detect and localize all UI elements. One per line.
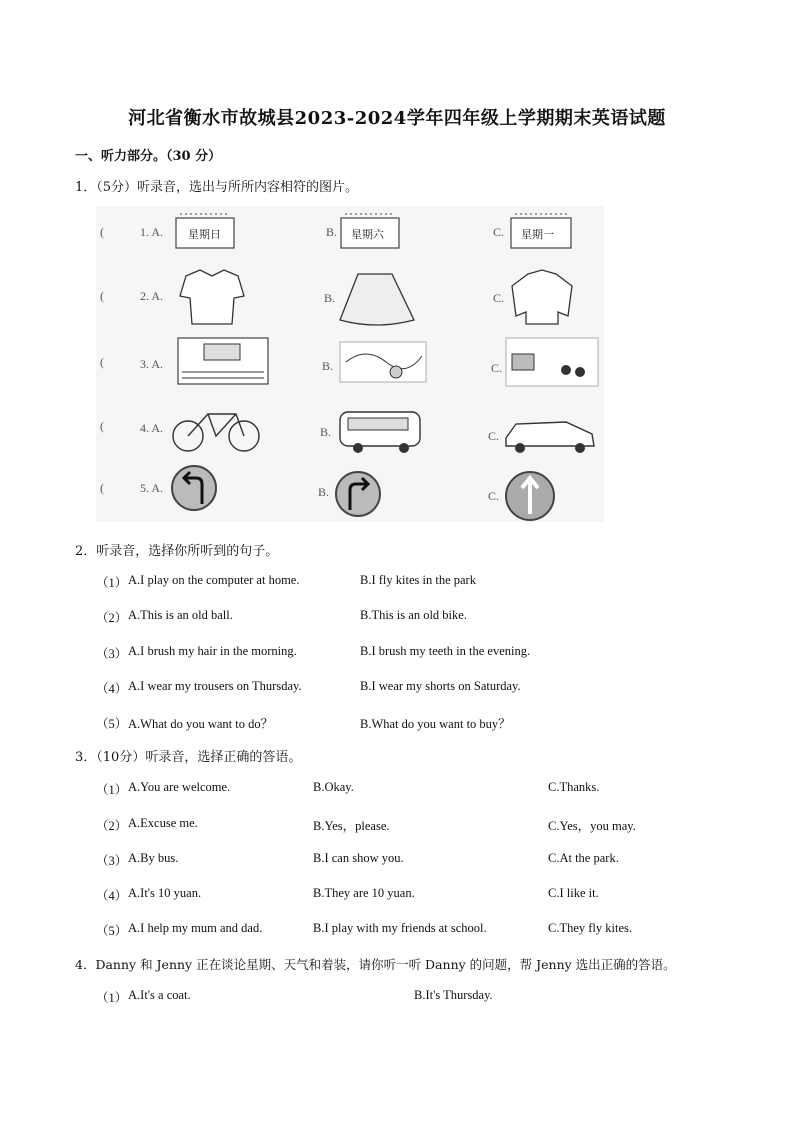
row-1-label: 1. A. xyxy=(140,225,164,239)
svg-text:4. A.: 4. A. xyxy=(140,421,164,435)
svg-text:(: ( xyxy=(100,419,104,433)
q2-item-5-b: B.What do you want to buy？ xyxy=(360,717,511,731)
svg-text:C.: C. xyxy=(491,361,503,375)
svg-text:B.: B. xyxy=(324,291,336,305)
q2-item-5-num: （5） xyxy=(96,717,128,731)
question-4-stem: 4．Danny 和 Jenny 正在谈论星期、天气和着装，请你听一听 Danny 的问题，帮 Jenny 选出正确的答语。 xyxy=(75,957,676,972)
q2-item-5-a: A.What do you want to do？ xyxy=(128,717,274,731)
q3-item-3-c: C.At the park. xyxy=(548,851,619,865)
svg-text:C.: C. xyxy=(493,225,505,239)
q2-item-3-num: （3） xyxy=(96,647,128,661)
row-3 xyxy=(100,338,598,386)
calendar-saturday-icon xyxy=(341,214,399,248)
cinema-scene-icon xyxy=(178,338,268,384)
q4-item-1-a: A.It's a coat. xyxy=(128,988,191,1002)
sweater-icon xyxy=(512,270,572,324)
q3-item-3-b: B.I can show you. xyxy=(313,851,404,865)
q2-item-2-b: B.This is an old bike. xyxy=(360,608,467,622)
q2-item-1-b: B.I fly kites in the park xyxy=(360,573,476,587)
q2-item-1-num: （1） xyxy=(96,576,128,590)
q2-item-4-b: B.I wear my shorts on Saturday. xyxy=(360,679,521,693)
car-icon xyxy=(506,422,594,453)
q3-item-1-num: （1） xyxy=(96,783,128,797)
calendar-monday-text: 星期一 xyxy=(521,228,554,241)
picture-choices-figure xyxy=(96,206,604,522)
row-5 xyxy=(100,466,554,520)
question-2-stem: 2．听录音，选择你所听到的句子。 xyxy=(75,544,279,559)
svg-text:2. A.: 2. A. xyxy=(140,289,164,303)
calendar-monday-icon xyxy=(511,214,571,248)
svg-text:(: ( xyxy=(100,481,104,495)
q3-item-5-a: A.I help my mum and dad. xyxy=(128,921,263,935)
q2-item-2-a: A.This is an old ball. xyxy=(128,608,233,622)
svg-text:3. A.: 3. A. xyxy=(140,357,164,371)
q3-item-2-b: B.Yes，please. xyxy=(313,819,390,833)
skirt-icon xyxy=(340,274,414,325)
calendar-sunday-text: 星期日 xyxy=(188,228,221,241)
q4-item-1-num: （1） xyxy=(96,991,128,1005)
row-4 xyxy=(100,412,594,453)
bike-icon xyxy=(173,414,259,451)
q2-item-4-a: A.I wear my trousers on Thursday. xyxy=(128,679,302,693)
q3-item-1-c: C.Thanks. xyxy=(548,780,600,794)
svg-text:(: ( xyxy=(100,225,104,239)
svg-text:C.: C. xyxy=(493,291,505,305)
q3-item-2-num: （2） xyxy=(96,819,128,833)
q3-item-3-a: A.By bus. xyxy=(128,851,179,865)
svg-text:(: ( xyxy=(100,289,104,303)
q2-item-3-b: B.I brush my teeth in the evening. xyxy=(360,644,531,658)
q3-item-4-a: A.It's 10 yuan. xyxy=(128,886,202,900)
shirt-icon xyxy=(180,270,244,324)
section-heading: 一、听力部分。（30 分） xyxy=(75,149,222,164)
svg-text:5. A.: 5. A. xyxy=(140,481,164,495)
question-3-stem: 3．（10分）听录音，选择正确的答语。 xyxy=(75,750,302,765)
svg-text:B.: B. xyxy=(326,225,338,239)
svg-text:B.: B. xyxy=(320,425,332,439)
q3-item-5-c: C.They fly kites. xyxy=(548,921,633,935)
page-title: 河北省衡水市故城县2023-2024学年四年级上学期期末英语试题 xyxy=(128,108,666,129)
q3-item-5-num: （5） xyxy=(96,924,128,938)
question-1-stem: 1．（5分）听录音，选出与所所内容相符的图片。 xyxy=(75,180,359,195)
park-scene-icon xyxy=(340,342,426,382)
svg-text:C.: C. xyxy=(488,489,500,503)
q3-item-4-b: B.They are 10 yuan. xyxy=(313,886,415,900)
q3-item-4-num: （4） xyxy=(96,889,128,903)
q3-item-2-a: A.Excuse me. xyxy=(128,816,198,830)
calendar-saturday-text: 星期六 xyxy=(351,228,384,241)
svg-text:B.: B. xyxy=(322,359,334,373)
row-2 xyxy=(100,270,572,325)
q3-item-5-b: B.I play with my friends at school. xyxy=(313,921,487,935)
q2-item-2-num: （2） xyxy=(96,611,128,625)
row-1 xyxy=(100,214,571,248)
calendar-sunday-icon xyxy=(176,214,234,248)
q2-item-1-a: A.I play on the computer at home. xyxy=(128,573,300,587)
bus-icon xyxy=(340,412,420,453)
svg-text:C.: C. xyxy=(488,429,500,443)
q2-item-3-a: A.I brush my hair in the morning. xyxy=(128,644,297,658)
q4-item-1-b: B.It's Thursday. xyxy=(414,988,493,1002)
turn-right-sign-icon xyxy=(336,472,380,516)
svg-text:(: ( xyxy=(100,355,104,369)
go-straight-sign-icon xyxy=(506,472,554,520)
svg-text:B.: B. xyxy=(318,485,330,499)
turn-left-sign-icon xyxy=(172,466,216,510)
q3-item-3-num: （3） xyxy=(96,854,128,868)
q3-item-4-c: C.I like it. xyxy=(548,886,599,900)
q3-item-1-a: A.You are welcome. xyxy=(128,780,231,794)
q3-item-1-b: B.Okay. xyxy=(313,780,354,794)
q2-item-4-num: （4） xyxy=(96,682,128,696)
q3-item-2-c: C.Yes，you may. xyxy=(548,819,636,833)
street-scene-icon xyxy=(506,338,598,386)
